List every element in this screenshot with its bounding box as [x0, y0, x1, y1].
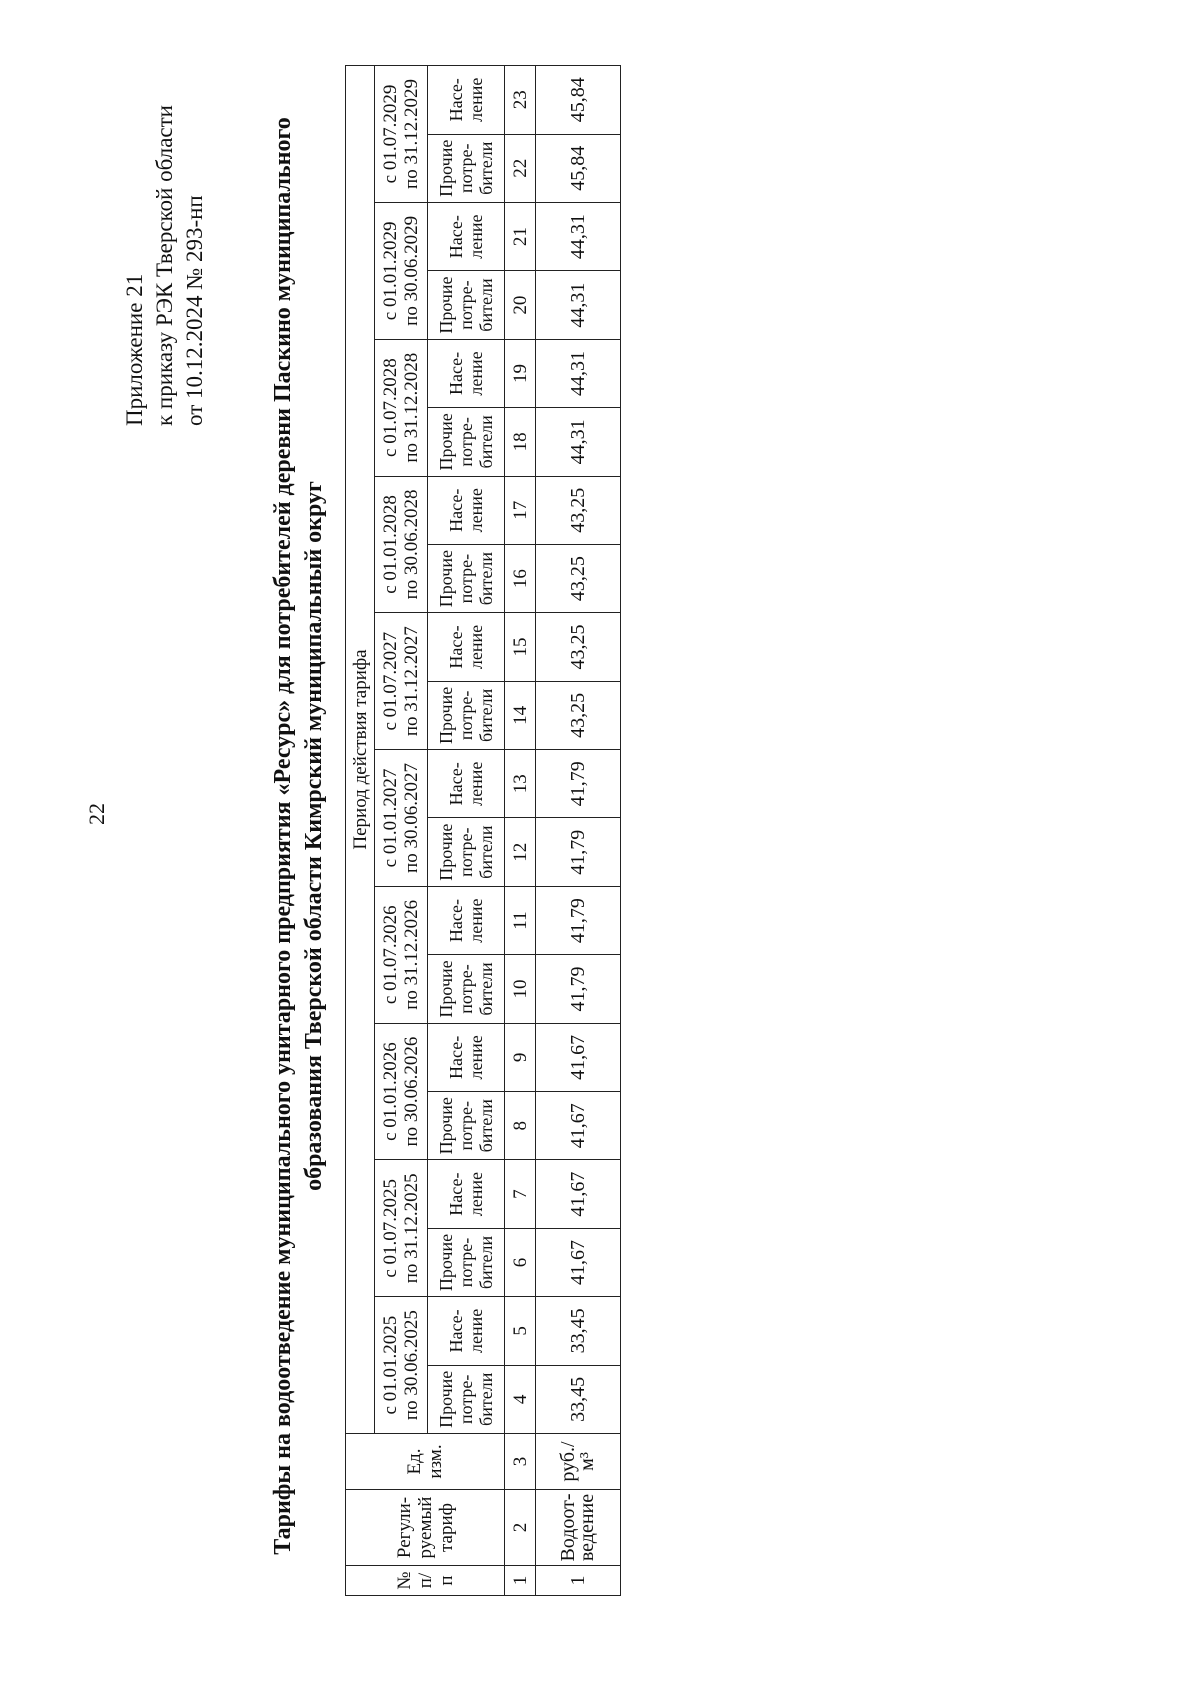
tariff-value: 41,67	[536, 1228, 621, 1296]
period-to: по 31.12.2026	[401, 899, 422, 1010]
consumer-other-header: Прочие потре-бители	[428, 955, 505, 1023]
period-to: по 30.06.2028	[401, 489, 422, 600]
tariff-value: 41,79	[536, 886, 621, 954]
period-to: по 30.06.2029	[401, 215, 422, 326]
period-header	[375, 476, 428, 613]
period-from: с 01.07.2025	[380, 1178, 401, 1278]
column-number: 1	[505, 1566, 536, 1596]
appendix-line-2: к приказу РЭК Тверской области	[152, 105, 177, 426]
tariff-value: 41,79	[536, 750, 621, 818]
tariff-value: 44,31	[536, 339, 621, 407]
consumer-population-header: Насе-ление	[428, 613, 505, 681]
consumer-other-header: Прочие потре-бители	[428, 1092, 505, 1160]
column-number: 20	[505, 271, 536, 339]
period-to: по 31.12.2028	[401, 352, 422, 463]
period-from: с 01.01.2029	[380, 221, 401, 321]
period-header	[375, 886, 428, 1023]
tariff-table	[345, 65, 621, 1596]
period-from: с 01.07.2027	[380, 631, 401, 731]
tariff-value: 41,79	[536, 818, 621, 886]
tariff-value: 43,25	[536, 544, 621, 612]
column-number: 23	[505, 65, 536, 134]
column-number: 13	[505, 750, 536, 818]
column-number: 19	[505, 339, 536, 407]
period-to: по 30.06.2025	[401, 1310, 422, 1421]
title-line-2: образования Тверской области Кимрский муниципальный округ	[301, 481, 327, 1191]
period-header	[375, 750, 428, 887]
header-unit: Ед. изм.	[346, 1434, 505, 1490]
period-header	[375, 1297, 428, 1434]
column-number: 6	[505, 1228, 536, 1296]
column-number: 17	[505, 476, 536, 544]
column-number: 16	[505, 544, 536, 612]
tariff-value: 43,25	[536, 613, 621, 681]
consumer-other-header: Прочие потре-бители	[428, 271, 505, 339]
period-from: с 01.01.2028	[380, 495, 401, 594]
consumer-population-header: Насе-ление	[428, 65, 505, 134]
tariff-value: 45,84	[536, 65, 621, 134]
column-number: 12	[505, 818, 536, 886]
period-to: по 31.12.2025	[401, 1173, 422, 1284]
column-number: 3	[505, 1434, 536, 1490]
consumer-population-header: Насе-ление	[428, 750, 505, 818]
period-header	[375, 202, 428, 339]
consumer-other-header: Прочие потре-бители	[428, 1228, 505, 1296]
tariff-value: 44,31	[536, 408, 621, 476]
column-number: 15	[505, 613, 536, 681]
consumer-population-header: Насе-ление	[428, 886, 505, 954]
tariff-value: 33,45	[536, 1297, 621, 1365]
header-period: Период действия тарифа	[346, 65, 375, 1433]
period-to: по 30.06.2027	[401, 763, 422, 873]
row-unit: руб./м³	[536, 1434, 621, 1490]
tariff-value: 43,25	[536, 681, 621, 749]
table-row	[536, 65, 621, 1595]
period-header	[375, 65, 428, 202]
row-number: 1	[536, 1566, 621, 1596]
column-number: 2	[505, 1490, 536, 1566]
column-number: 9	[505, 1023, 536, 1091]
period-header	[375, 339, 428, 476]
consumer-population-header: Насе-ление	[428, 1160, 505, 1228]
column-number: 7	[505, 1160, 536, 1228]
consumer-population-header: Насе-ление	[428, 339, 505, 407]
period-from: с 01.01.2027	[380, 768, 401, 868]
period-to: по 31.12.2029	[401, 79, 422, 189]
tariff-value: 45,84	[536, 134, 621, 202]
title-line-1: Тарифы на водоотведение муниципального унитарного предприятия «Ресурс» для потребителей деревни Паскино муниципального	[270, 117, 296, 1555]
tariff-value: 41,67	[536, 1092, 621, 1160]
tariff-value: 41,67	[536, 1023, 621, 1091]
column-number: 10	[505, 955, 536, 1023]
column-number: 22	[505, 134, 536, 202]
page-number: 22	[84, 803, 109, 825]
column-number: 18	[505, 408, 536, 476]
period-to: по 30.06.2026	[401, 1036, 422, 1147]
header-row-1	[346, 65, 375, 1595]
period-header	[375, 613, 428, 750]
document-title	[268, 56, 330, 1616]
header-tariff: Регули-руемый тариф	[346, 1490, 505, 1566]
tariff-value: 44,31	[536, 271, 621, 339]
tariff-value: 44,31	[536, 202, 621, 270]
header-row-consumers	[428, 65, 505, 1595]
column-number: 21	[505, 202, 536, 270]
header-row-periods	[375, 65, 428, 1595]
column-number: 11	[505, 886, 536, 954]
consumer-other-header: Прочие потре-бители	[428, 818, 505, 886]
tariff-value: 41,79	[536, 955, 621, 1023]
row-tariff: Водоот-ведение	[536, 1490, 621, 1566]
tariff-value: 33,45	[536, 1365, 621, 1433]
appendix-block	[120, 26, 210, 426]
period-from: с 01.07.2029	[380, 84, 401, 184]
column-number: 14	[505, 681, 536, 749]
consumer-population-header: Насе-ление	[428, 476, 505, 544]
period-to: по 31.12.2027	[401, 626, 422, 737]
consumer-other-header: Прочие потре-бители	[428, 1365, 505, 1433]
consumer-other-header: Прочие потре-бители	[428, 544, 505, 612]
period-header	[375, 1023, 428, 1160]
consumer-population-header: Насе-ление	[428, 1297, 505, 1365]
header-number: № п/п	[346, 1566, 505, 1596]
period-header	[375, 1160, 428, 1297]
consumer-other-header: Прочие потре-бители	[428, 408, 505, 476]
column-number: 8	[505, 1092, 536, 1160]
tariff-table-body	[346, 65, 621, 1595]
period-from: с 01.01.2026	[380, 1042, 401, 1141]
column-number-row	[505, 65, 536, 1595]
appendix-line-3: от 10.12.2024 № 293-нп	[182, 195, 207, 426]
tariff-value: 43,25	[536, 476, 621, 544]
consumer-population-header: Насе-ление	[428, 1023, 505, 1091]
column-number: 5	[505, 1297, 536, 1365]
consumer-other-header: Прочие потре-бители	[428, 134, 505, 202]
consumer-population-header: Насе-ление	[428, 202, 505, 270]
period-from: с 01.07.2026	[380, 905, 401, 1005]
consumer-other-header: Прочие потре-бители	[428, 681, 505, 749]
period-from: с 01.01.2025	[380, 1315, 401, 1415]
period-from: с 01.07.2028	[380, 358, 401, 457]
appendix-line-1: Приложение 21	[122, 273, 147, 426]
column-number: 4	[505, 1365, 536, 1433]
tariff-value: 41,67	[536, 1160, 621, 1228]
